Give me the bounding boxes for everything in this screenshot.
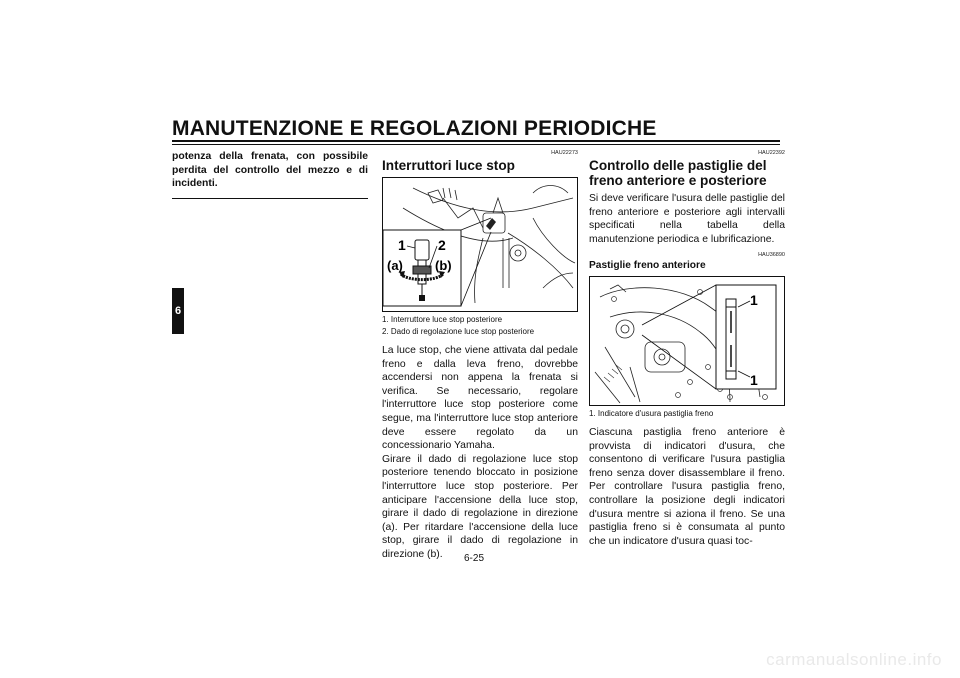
subsection-heading-front-pads: Pastiglie freno anteriore (589, 260, 706, 272)
figure-label-1: 1 (398, 237, 406, 253)
section-code: HAU22392 (758, 150, 785, 156)
header-rule-thin (172, 144, 780, 145)
section-heading-brake-pads: Controllo delle pastiglie del freno anteriore e posteriore (589, 158, 767, 188)
section-code: HAU36890 (758, 252, 785, 259)
header-rule (172, 140, 780, 142)
column-middle (382, 150, 578, 562)
section-heading-brake-light-switches: Interruttori luce stop (382, 158, 515, 173)
figure-label-b: (b) (435, 258, 452, 273)
page-title: MANUTENZIONE E REGOLAZIONI PERIODICHE (172, 117, 657, 140)
figure-label-1-bottom: 1 (750, 371, 758, 388)
figure-label-2: 2 (438, 237, 446, 253)
figure-label-a: (a) (387, 258, 403, 273)
paragraph: La luce stop, che viene attivata dal pedale freno e dalla leva freno, dovrebbe accendersi non appena la frenata si verifica. Se necessario, regolare l'interruttore luce stop posteriore come segue, ma l'interruttore luce stop anteriore deve essere regolato da un concessionario Yamaha. (382, 345, 578, 452)
paragraph: Girare il dado di regolazione luce stop posteriore tenendo bloccato in posizione l'interruttore luce stop posteriore. Per anticipare l'accensione della luce stop, girare il dado di regolazione in direzione (a). Per ritardare l'accensione della luce stop, girare il dado di regolazione in direzione (b). (382, 453, 578, 560)
caption-item: 2. Dado di regolazione luce stop posteriore (382, 327, 535, 336)
paragraph: Si deve verificare l'usura delle pastiglie del freno anteriore e posteriore agli intervalli specificati nella tabella della manutenzione periodica e lubrificazione. (589, 193, 785, 245)
paragraph: Ciascuna pastiglia freno anteriore è provvista di indicatori d'usura, che consentono di verificare l'usura pastiglia freno senza dover disassemblare il freno. Per controllare l'usura pastiglia freno, controllare la posizione degli indicatori d'usura mentre si aziona il freno. Se una pastiglia freno si è consumata al punto che un indicatore d'usura quasi toc- (589, 426, 785, 547)
warning-text: potenza della frenata, con possibile perdita del controllo del mezzo e di incidenti. (172, 151, 368, 190)
page-number: 6-25 (464, 553, 485, 564)
warning-end-rule (172, 198, 368, 199)
figure-label-1-top: 1 (750, 291, 758, 308)
figure-caption: 1. Indicatore d'usura pastiglia freno (589, 408, 714, 418)
caption-item: 1. Interruttore luce stop posteriore (382, 315, 503, 324)
chapter-number: 6 (174, 305, 182, 317)
section-code: HAU22273 (551, 150, 578, 156)
figure-captions (382, 314, 578, 338)
chapter-tab[interactable] (172, 288, 184, 334)
column-right (589, 150, 785, 548)
column-left (172, 150, 368, 199)
brake-light-switch-figure (382, 177, 578, 312)
watermark: carmanualsonline.info (766, 650, 942, 669)
front-brake-pad-figure (589, 276, 785, 406)
